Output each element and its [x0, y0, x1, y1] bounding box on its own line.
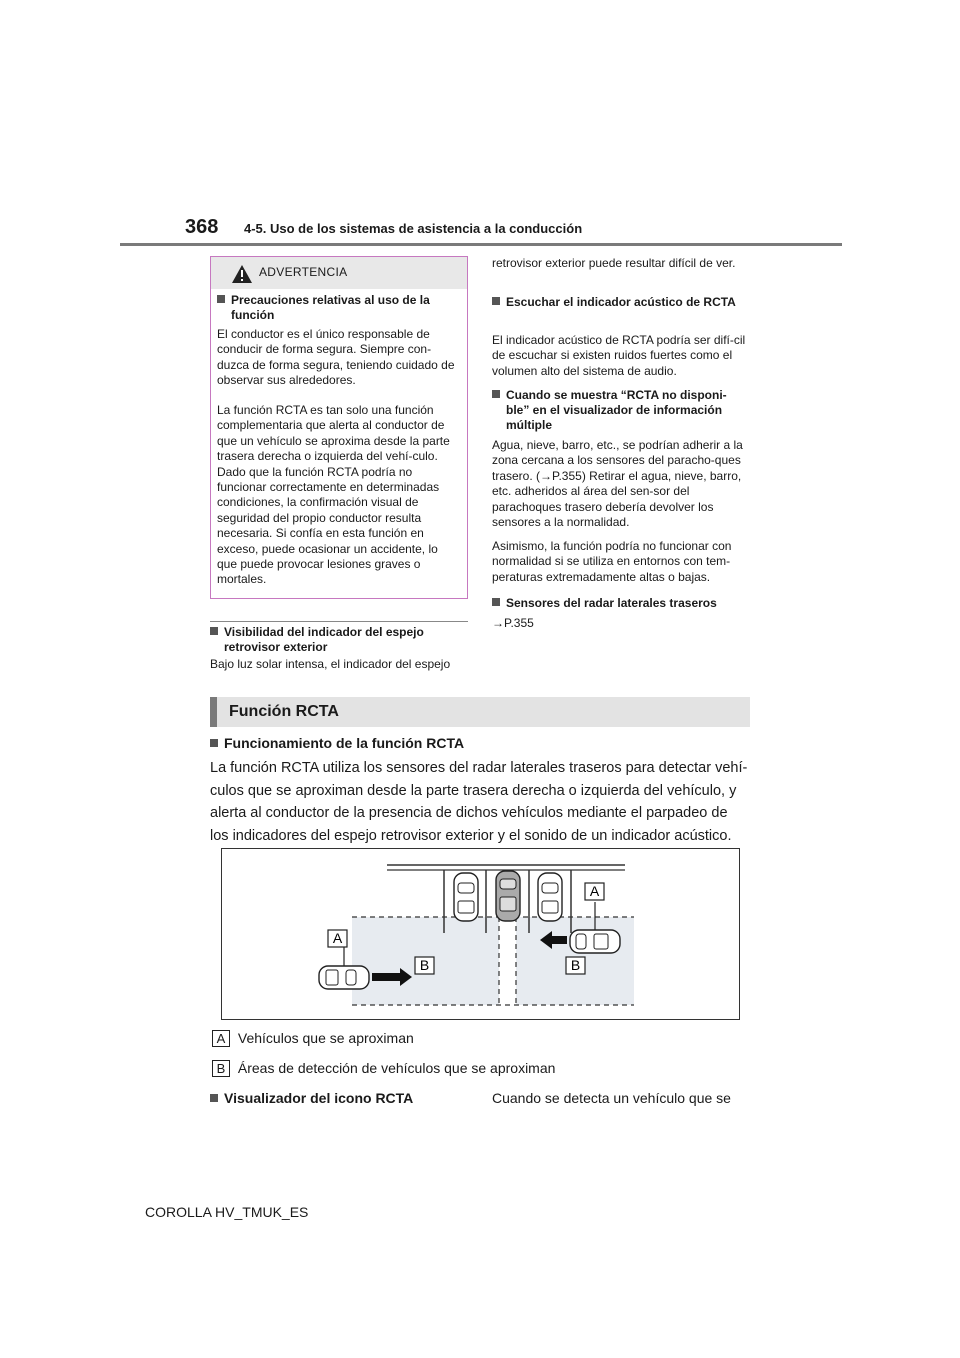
- rcta-operation-heading: Funcionamiento de la función RCTA: [210, 735, 464, 751]
- mirror-indicator-text-cont: retrovisor exterior puede resultar difícil de ver.: [492, 256, 736, 270]
- mirror-indicator-heading: Visibilidad del indicador del espejo retrovisor exterior: [210, 625, 468, 655]
- warning-header: [211, 257, 467, 289]
- bullet-square-icon: [210, 739, 218, 747]
- rcta-unavailable-text-1: Agua, nieve, barro, etc., se podrían adherir a la zona cercana a los sensores del paracho-ques trasero. (→P.355) Retirar el agua, nieve, barro, etc. adheridos al área del sen-sor del parachoques trasero debería devolver los sensores a la normalidad.: [492, 438, 743, 530]
- warning-paragraph-1: El conductor es el único responsable de conducir de forma segura. Siempre con-duzca de forma segura, teniendo cuidado de observar sus alrededores.: [217, 327, 455, 388]
- warning-triangle-icon: [231, 264, 253, 284]
- acoustic-indicator-text: El indicador acústico de RCTA podría ser difí-cil de escuchar si existen ruidos fuertes como el volumen alto del sistema de audio.: [492, 333, 746, 378]
- parking-lot-illustration: [222, 849, 739, 1019]
- bullet-square-icon: [210, 1094, 218, 1102]
- bullet-square-icon: [210, 627, 218, 635]
- acoustic-indicator-heading: Escuchar el indicador acústico de RCTA: [492, 295, 750, 310]
- rcta-unavailable-heading: Cuando se muestra “RCTA no disponi-ble” en el visualizador de información múltiple: [492, 388, 750, 433]
- approaching-car-left: [319, 966, 369, 989]
- label-a-left: [328, 930, 347, 947]
- label-b-left: [415, 957, 434, 974]
- rcta-icon-heading: Visualizador del icono RCTA: [210, 1090, 413, 1106]
- approaching-car-right: [570, 930, 620, 953]
- rcta-diagram: [221, 848, 740, 1020]
- warning-heading: Precauciones relativas al uso de la función: [217, 293, 457, 323]
- radar-sensors-heading: Sensores del radar laterales traseros: [492, 596, 750, 611]
- legend-item-b: [212, 1060, 555, 1077]
- section-title: Función RCTA: [229, 703, 339, 720]
- legend-text-a: Vehículos que se aproximan: [237, 1030, 414, 1046]
- chapter-title: 4-5. Uso de los sistemas de asistencia a la conducción: [244, 221, 583, 236]
- warning-title: ADVERTENCIA: [259, 265, 348, 279]
- section-divider: [210, 621, 468, 622]
- rcta-operation-text: La función RCTA utiliza los sensores del radar laterales traseros para detectar vehí-culos que se aproximan desde la parte trasera derecha o izquierda del vehículo, y alerta al conductor de la presencia de dichos vehículos mediante el parpadeo de los indicadores del espejo retrovisor exterior y el sonido de un indicador acústico.: [210, 760, 748, 844]
- page-number: 368: [185, 216, 219, 238]
- mirror-indicator-text: Bajo luz solar intensa, el indicador del espejo: [210, 657, 451, 671]
- warning-box: [210, 256, 468, 599]
- bullet-square-icon: [492, 598, 500, 606]
- parked-car-1: [454, 873, 478, 921]
- legend-key-b: B: [212, 1060, 230, 1077]
- legend-key-a: A: [212, 1030, 230, 1047]
- svg-text:A: A: [589, 883, 600, 899]
- header-rule: [120, 243, 842, 246]
- svg-text:B: B: [419, 957, 430, 973]
- bullet-square-icon: [492, 390, 500, 398]
- label-a-right: [585, 883, 604, 900]
- label-b-right: [566, 957, 585, 974]
- footer-model: COROLLA HV_TMUK_ES: [145, 1204, 309, 1220]
- warning-paragraph-2: La función RCTA es tan solo una función complementaria que alerta al conductor de que un vehículo se aproxima desde la parte trasera derecha o izquierda del vehí-culo. Dado que la función RCTA podría no funcionar correctamente en determinadas condiciones, la confirmación visual de seguridad del propio conductor resulta necesaria. Si confía en esta función en exceso, puede ocasionar un accidente, lo que puede provocar lesiones graves o mortales.: [217, 403, 450, 587]
- bullet-square-icon: [492, 297, 500, 305]
- legend-text-b: Áreas de detección de vehículos que se aproximan: [237, 1060, 556, 1076]
- rcta-icon-text: Cuando se detecta un vehículo que se: [492, 1090, 731, 1106]
- rcta-unavailable-text-2: Asimismo, la función podría no funcionar con normalidad si se utiliza en entornos con tem-peraturas extremadamente altas o bajas.: [492, 539, 732, 584]
- svg-text:B: B: [570, 957, 581, 973]
- parked-car-2: [538, 873, 562, 921]
- legend-item-a: [212, 1030, 414, 1047]
- bullet-square-icon: [217, 295, 225, 303]
- my-car: [496, 871, 520, 921]
- radar-sensors-ref: →P.355: [492, 616, 534, 630]
- section-banner: [210, 697, 750, 727]
- svg-text:A: A: [332, 930, 343, 946]
